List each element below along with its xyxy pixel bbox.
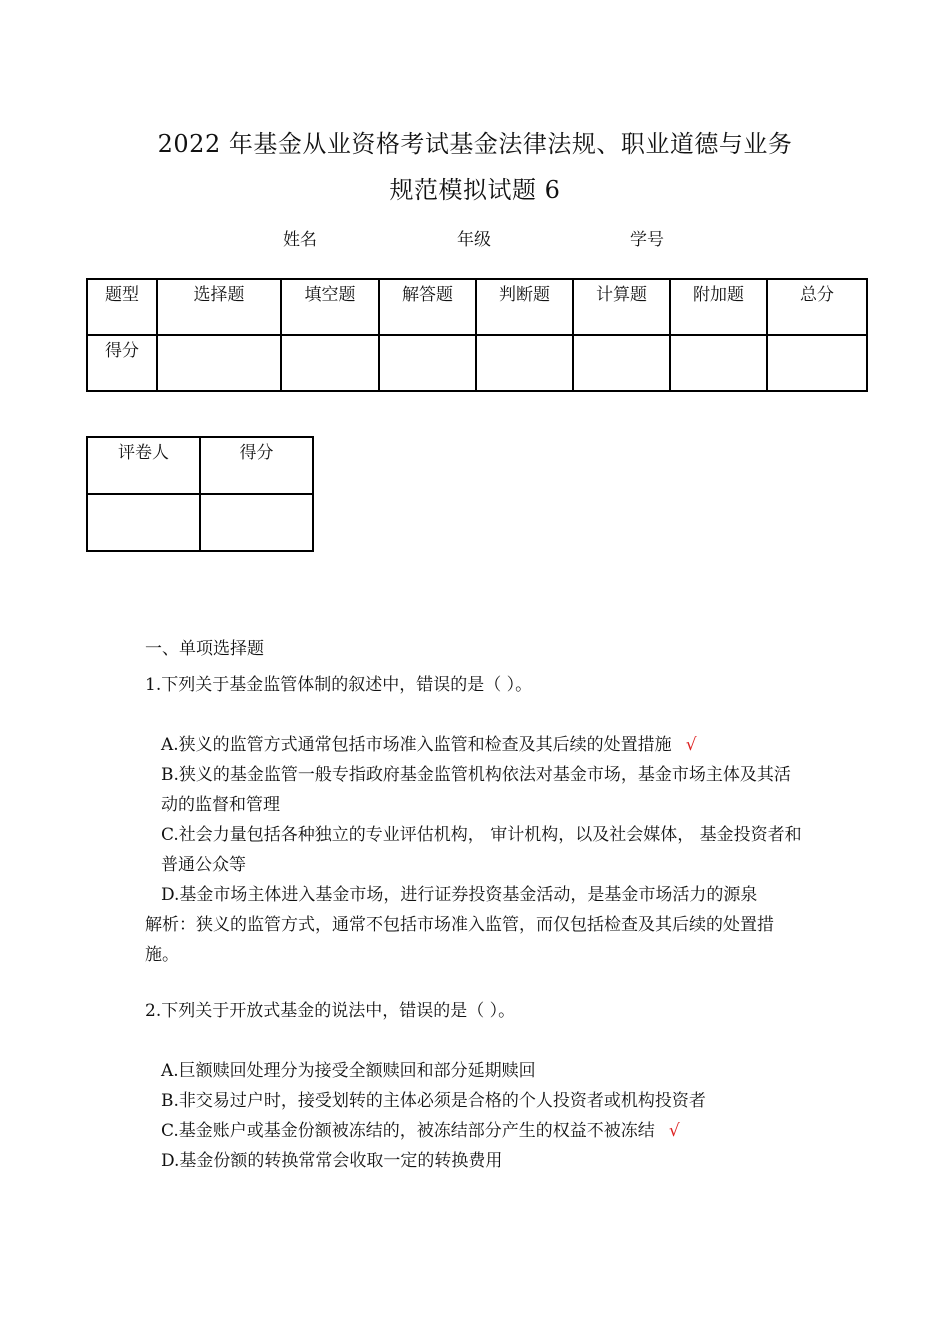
name-label: 姓名 xyxy=(283,230,317,250)
header-calculation: 计算题 xyxy=(573,279,670,335)
option-text: A.巨额赎回处理分为接受全额赎回和部分延期赎回 xyxy=(161,1061,536,1081)
grader-table xyxy=(86,436,314,552)
grade-label: 年级 xyxy=(457,230,491,250)
header-total: 总分 xyxy=(767,279,867,335)
option-text: B.狭义的基金监管一般专指政府基金监管机构依法对基金市场，基金市场主体及其活动的监督和管理 xyxy=(161,765,791,815)
score-table xyxy=(86,278,868,392)
correct-mark: √ xyxy=(685,735,697,755)
score-cell-bonus[interactable] xyxy=(670,335,767,391)
score-cell-calculation[interactable] xyxy=(573,335,670,391)
grader-table-value-row xyxy=(87,494,313,551)
header-multiple-choice: 选择题 xyxy=(157,279,281,335)
section-heading: 一、单项选择题 xyxy=(145,639,264,659)
option-text: B.非交易过户时，接受划转的主体必须是合格的个人投资者或机构投资者 xyxy=(161,1091,706,1111)
option-text: A.狭义的监管方式通常包括市场准入监管和检查及其后续的处置措施 xyxy=(161,735,672,755)
option-text: D.基金份额的转换常常会收取一定的转换费用 xyxy=(161,1151,503,1171)
header-fill-blank: 填空题 xyxy=(281,279,379,335)
correct-mark: √ xyxy=(668,1121,680,1141)
question-1 xyxy=(145,670,805,970)
score-cell-fill-blank[interactable] xyxy=(281,335,379,391)
score-row-label: 得分 xyxy=(87,335,157,391)
question-1-analysis: 解析：狭义的监管方式，通常不包括市场准入监管，而仅包括检查及其后续的处置措施。 xyxy=(145,915,774,965)
option-text: C.基金账户或基金份额被冻结的，被冻结部分产生的权益不被冻结 xyxy=(161,1121,655,1141)
question-1-option-b[interactable] xyxy=(145,760,805,820)
option-text: C.社会力量包括各种独立的专业评估机构， 审计机构，以及社会媒体， 基金投资者和普通公众等 xyxy=(161,825,802,875)
header-short-answer: 解答题 xyxy=(379,279,476,335)
score-cell-short-answer[interactable] xyxy=(379,335,476,391)
question-2 xyxy=(145,996,805,1176)
question-2-option-d[interactable] xyxy=(145,1146,805,1176)
header-bonus: 附加题 xyxy=(670,279,767,335)
option-text: D.基金市场主体进入基金市场，进行证券投资基金活动，是基金市场活力的源泉 xyxy=(161,885,758,905)
question-2-option-a[interactable] xyxy=(145,1056,805,1086)
question-1-option-c[interactable] xyxy=(145,820,805,880)
score-table-score-row xyxy=(87,335,867,391)
question-2-option-c[interactable] xyxy=(145,1116,805,1146)
header-question-type: 题型 xyxy=(87,279,157,335)
grader-name-cell[interactable] xyxy=(87,494,200,551)
header-true-false: 判断题 xyxy=(476,279,573,335)
student-id-label: 学号 xyxy=(630,230,664,250)
question-2-stem: 2.下列关于开放式基金的说法中，错误的是（ ）。 xyxy=(145,1001,516,1021)
score-cell-multiple-choice[interactable] xyxy=(157,335,281,391)
grader-score-label: 得分 xyxy=(200,437,313,494)
question-1-option-a[interactable] xyxy=(145,730,805,760)
grader-label: 评卷人 xyxy=(87,437,200,494)
question-1-stem: 1.下列关于基金监管体制的叙述中，错误的是（ ）。 xyxy=(145,675,533,695)
question-2-option-b[interactable] xyxy=(145,1086,805,1116)
exam-title-line-1: 2022 年基金从业资格考试基金法律法规、职业道德与业务 xyxy=(157,130,793,158)
grader-table-header-row xyxy=(87,437,313,494)
score-table-header-row xyxy=(87,279,867,335)
score-cell-true-false[interactable] xyxy=(476,335,573,391)
score-cell-total[interactable] xyxy=(767,335,867,391)
question-1-option-d[interactable] xyxy=(145,880,805,910)
exam-title-line-2: 规范模拟试题 6 xyxy=(389,176,561,204)
grader-score-cell[interactable] xyxy=(200,494,313,551)
